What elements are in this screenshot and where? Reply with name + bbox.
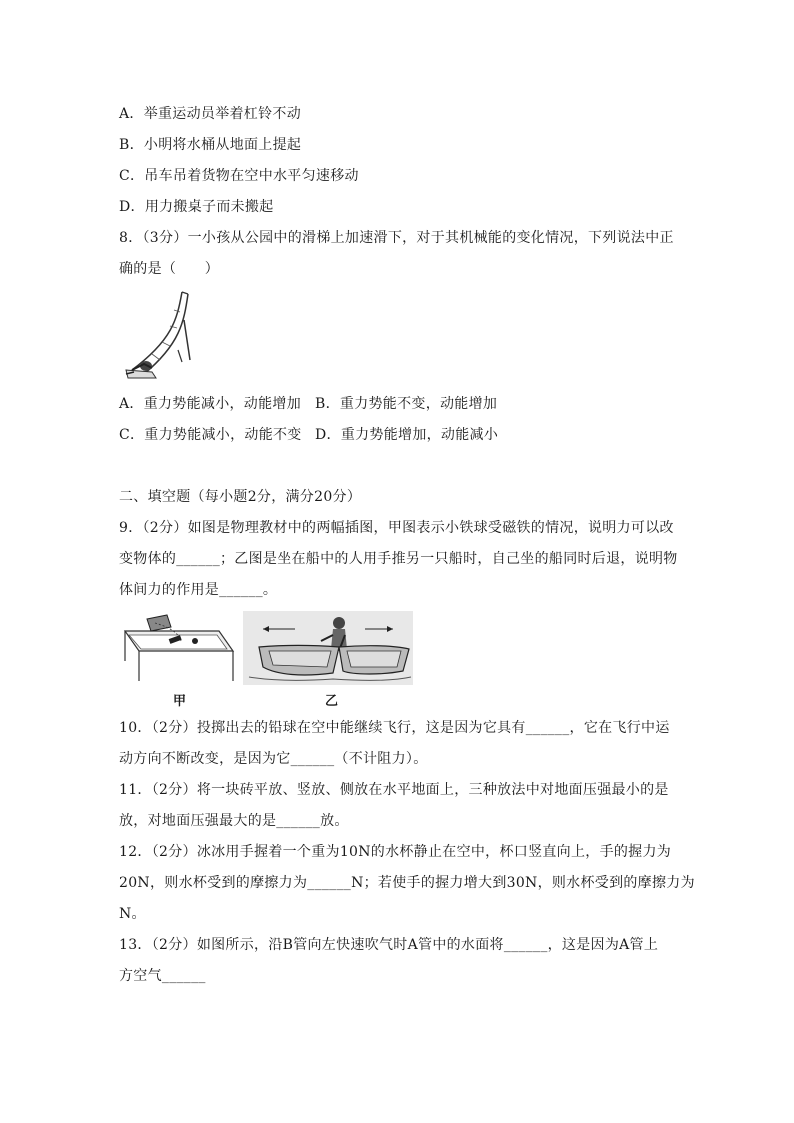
q10-stem-line2: 动方向不断改变，是因为它______（不计阻力）。 [119,751,428,767]
q13-stem-line1: 13．（2分）如图所示，沿B管向左快速吹气时A管中的水面将______，这是因为A管上 [119,937,659,953]
q12-stem-line3: N。 [119,906,146,922]
slide-illustration [122,290,194,382]
q9-stem-line2: 变物体的______；乙图是坐在船中的人用手推另一只船时，自己坐的船同时后退，说明物 [119,551,678,567]
q10-stem-line1: 10．（2分）投掷出去的铅球在空中能继续飞行，这是因为它具有______，它在飞行中运 [119,720,670,736]
q11-stem-line2: 放，对地面压强最大的是______放。 [119,813,349,829]
q8-stem-line2: 确的是（ ） [119,261,220,277]
q8-stem-line1: 8．（3分）一小孩从公园中的滑梯上加速滑下，对于其机械能的变化情况，下列说法中正 [119,230,674,246]
q9-stem-line3: 体间力的作用是______。 [119,582,278,598]
figure-caption-jia: 甲 [173,694,187,709]
q7-option-b: B．小明将水桶从地面上提起 [119,137,302,153]
q8-option-d: D．重力势能增加，动能减小 [315,427,499,443]
section-heading: 二、填空题（每小题2分，满分20分） [119,489,362,505]
magnet-ball-illustration [119,611,237,683]
q7-option-a: A．举重运动员举着杠铃不动 [119,106,302,122]
q7-option-d: D．用力搬桌子而未搬起 [119,199,274,215]
q12-stem-line1: 12．（2分）冰冰用手握着一个重为10N的水杯静止在空中，杯口竖直向上，手的握力为 [119,844,672,860]
boats-illustration [243,611,413,685]
q8-option-c: C．重力势能减小，动能不变 [119,427,302,443]
q8-option-a: A．重力势能减小，动能增加 [119,396,302,412]
figure-caption-yi: 乙 [325,694,339,709]
q13-stem-line2: 方空气______ [119,968,206,984]
q11-stem-line1: 11．（2分）将一块砖平放、竖放、侧放在水平地面上，三种放法中对地面压强最小的是 [119,782,669,798]
q9-stem-line1: 9．（2分）如图是物理教材中的两幅插图，甲图表示小铁球受磁铁的情况，说明力可以改 [119,520,674,536]
q8-option-b: B．重力势能不变，动能增加 [315,396,498,412]
q7-option-c: C．吊车吊着货物在空中水平匀速移动 [119,168,359,184]
q12-stem-line2: 20N，则水杯受到的摩擦力为______N；若使手的握力增大到30N，则水杯受到的摩擦力为 [119,875,695,891]
